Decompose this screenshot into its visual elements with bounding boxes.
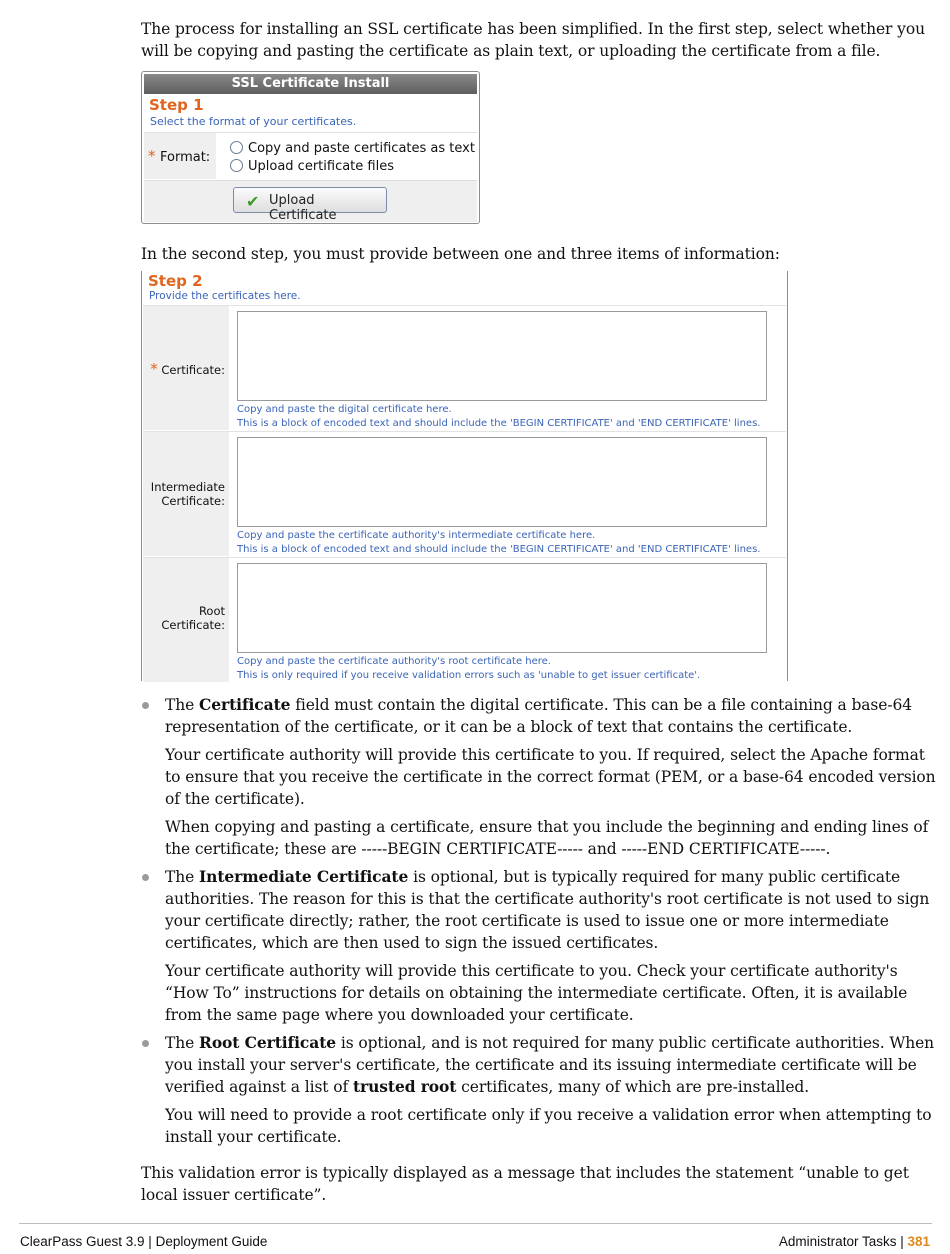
radio-copy-paste[interactable]: [230, 141, 243, 154]
intro-paragraph: The process for installing an SSL certificate has been simplified. In the first step, select whether you will be copying and pasting the certificate as plain text, or uploading the certificate from a file.: [141, 20, 925, 60]
intermediate-help: [237, 529, 760, 557]
footer-divider: [19, 1223, 932, 1224]
bullet-certificate: [141, 694, 936, 860]
bullet-dot: [142, 702, 149, 709]
panel-title: SSL Certificate Install: [144, 74, 477, 94]
bullet-dot: [142, 874, 149, 881]
intermediate-help-line1: Copy and paste the certificate authority's intermediate certificate here.: [237, 530, 596, 541]
certificate-label-cell: [143, 306, 229, 430]
second-step-paragraph: In the second step, you must provide between one and three items of information:: [141, 245, 780, 263]
bullet-intermediate: [141, 866, 936, 1026]
bullet-intermediate-p2: Your certificate authority will provide this certificate to you. Check your certificate authority's “How To” instructions for details on obtaining the intermediate certificate. Often, it is available from the same page where you downloaded your certificate.: [165, 962, 908, 1024]
checkmark-icon: ✔: [246, 192, 260, 211]
bullet-root-p2: You will need to provide a root certificate only if you receive a validation error when attempting to install your certificate.: [165, 1106, 932, 1146]
root-help-line1: Copy and paste the certificate authority's root certificate here.: [237, 656, 551, 667]
button-row: [144, 180, 477, 222]
certificate-help-line2: This is a block of encoded text and should include the 'BEGIN CERTIFICATE' and 'END CERTIFICATE' lines.: [237, 418, 761, 429]
bullet-root-p1: The Root Certificate is optional, and is not required for many public certificate authorities. When you install your server's certificate, the certificate and its issuing intermediate certificate will be verified against a list of trusted root certificates, many of which are pre-installed.: [165, 1033, 935, 1096]
closing-paragraph: This validation error is typically displayed as a message that includes the statement “unable to get local issuer certificate”.: [141, 1164, 909, 1204]
root-certificate-row: [143, 557, 786, 682]
intermediate-label-line1: Intermediate: [150, 480, 225, 494]
bullet-certificate-p1: The Certificate field must contain the digital certificate. This can be a file containing a base-64 representation of the certificate, or it can be a block of text that contains the certificate.: [165, 695, 913, 736]
format-row: [144, 132, 477, 179]
ssl-install-step2-panel: [141, 271, 788, 681]
step2-title: Step 2: [148, 272, 203, 290]
intermediate-certificate-row: [143, 431, 786, 556]
certificate-row: [143, 305, 786, 430]
intermediate-help-line2: This is a block of encoded text and should include the 'BEGIN CERTIFICATE' and 'END CERTIFICATE' lines.: [237, 544, 761, 555]
intro-paragraph-block: [141, 18, 936, 62]
bullet-dot: [142, 1040, 149, 1047]
footer-left: ClearPass Guest 3.9 | Deployment Guide: [20, 1234, 268, 1249]
footer-section: Administrator Tasks |: [778, 1234, 908, 1249]
ssl-install-step1-panel: [141, 71, 480, 224]
upload-certificate-button[interactable]: [233, 187, 387, 223]
root-label-cell: [143, 558, 229, 682]
step2-subtitle: Provide the certificates here.: [149, 290, 301, 302]
required-asterisk: *: [150, 360, 158, 378]
intermediate-label-line2: Certificate:: [161, 494, 225, 508]
radio-upload-files[interactable]: [230, 159, 243, 172]
bullet-intermediate-p1: The Intermediate Certificate is optional, but is typically required for many public certificate authorities. The reason for this is that the certificate authority's root certificate is not used to sign your certificate directly; rather, the root certificate is used to issue one or more intermediate certificates, which are then used to sign the issued certificates.: [165, 867, 930, 952]
root-help: [237, 655, 700, 683]
step1-subtitle: Select the format of your certificates.: [150, 115, 357, 128]
certificate-help: [237, 403, 760, 431]
format-label: Format:: [160, 150, 211, 165]
intermediate-certificate-textarea[interactable]: [237, 437, 767, 527]
intermediate-label-cell: [143, 432, 229, 556]
format-label-cell: [144, 133, 216, 179]
option-upload-files-label[interactable]: Upload certificate files: [248, 159, 394, 174]
root-label-line1: Root: [198, 604, 225, 618]
certificate-textarea[interactable]: [237, 311, 767, 401]
root-help-line2: This is only required if you receive validation errors such as 'unable to get issuer certificate'.: [237, 670, 701, 681]
certificate-help-line1: Copy and paste the digital certificate here.: [237, 404, 452, 415]
bullet-list: [141, 694, 936, 1154]
required-asterisk: *: [148, 147, 156, 165]
footer-right: [779, 1234, 930, 1249]
bullet-certificate-p2: Your certificate authority will provide this certificate to you. If required, select the Apache format to ensure that you receive the certificate in the correct format (PEM, or a base-64 encoded version of the certificate).: [165, 746, 936, 808]
upload-button-label: Upload Certificate: [269, 193, 337, 223]
certificate-label: Certificate:: [161, 363, 225, 377]
bullet-certificate-p3: When copying and pasting a certificate, ensure that you include the beginning and ending lines of the certificate; these are -----BEGIN CERTIFICATE----- and -----END CERTIFICATE-----.: [165, 818, 929, 858]
root-certificate-textarea[interactable]: [237, 563, 767, 653]
page-number: 381: [907, 1234, 930, 1249]
option-copy-paste-label[interactable]: Copy and paste certificates as text: [248, 141, 475, 156]
bullet-root: [141, 1032, 936, 1148]
step1-title: Step 1: [149, 96, 204, 114]
root-label-line2: Certificate:: [161, 618, 225, 632]
